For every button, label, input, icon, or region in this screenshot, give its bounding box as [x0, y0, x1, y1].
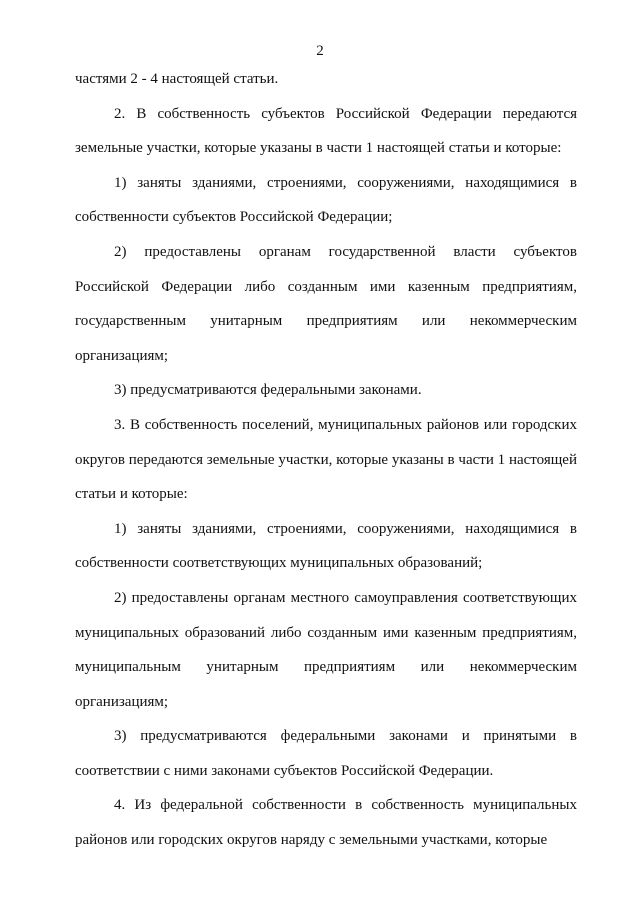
paragraph-part-3-item-1: 1) заняты зданиями, строениями, сооружениями, находящимися в собственности соответствующих муниципальных образований; [75, 520, 577, 572]
paragraph-part-2-item-2: 2) предоставлены органам государственной власти субъектов Российской Федерации либо созданным ими казенным предприятиям, государственным унитарным предприятиям или некоммерческим организациям; [75, 243, 577, 364]
paragraph-part-3-item-3: 3) предусматриваются федеральными законами и принятыми в соответствии с ними законами субъектов Российской Федерации. [75, 728, 577, 779]
paragraph-part-3-item-2: 2) предоставлены органам местного самоуправления соответствующих муниципальных образований либо созданным ими казенным предприятиям, муниципальным унитарным предприятиям или некоммерческим организациям; [75, 589, 577, 710]
paragraph-continuation: частями 2 - 4 настоящей статьи. [75, 71, 279, 87]
paragraph-part-2-item-3: 3) предусматриваются федеральными законами. [114, 382, 422, 399]
page-number: 2 [316, 43, 324, 59]
paragraph-part-2: 2. В собственность субъектов Российской Федерации передаются земельные участки, которые указаны в части 1 настоящей статьи и которые: [75, 105, 577, 157]
paragraph-part-3: 3. В собственность поселений, муниципальных районов или городских округов передаются земельные участки, которые указаны в части 1 настоящей статьи и которые: [75, 416, 577, 503]
paragraph-part-4: 4. Из федеральной собственности в собственность муниципальных районов или городских округов наряду с земельными участками, которые [75, 797, 577, 849]
paragraph-part-2-item-1: 1) заняты зданиями, строениями, сооружениями, находящимися в собственности субъектов Российской Федерации; [75, 174, 577, 226]
document-body [75, 62, 577, 858]
